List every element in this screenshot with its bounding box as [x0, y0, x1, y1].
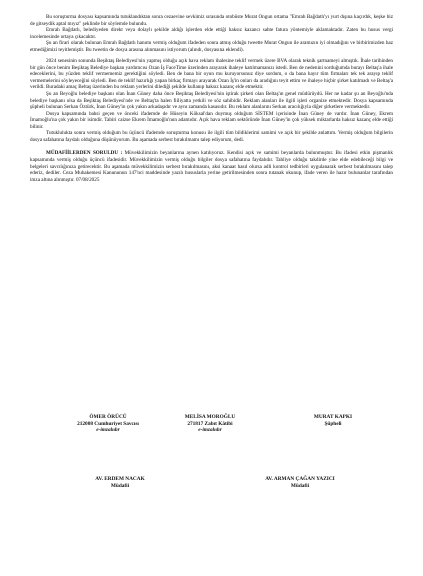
- signature-name: MURAT KAPKI: [313, 414, 353, 420]
- paragraph-3: Şu an firari olarak bulunan Emrah Bağdatlı hanımı vermiş olduğum ifadeden sonra atmış olduğu tweette Murat Ongun ile aramızın iyi olmadığını ve birbirimizden haz etmediğimizi teyitlemiştir. Bu tweetin de dosya arasına alınmasını istiyorum (alındı, dosyasına eklendi).: [30, 40, 393, 53]
- signature-name: AV. ARMAN ÇAĞAN YAZICI: [265, 476, 335, 482]
- defense-lead: MÜDAFİİLERDEN SORULDU :: [46, 150, 123, 157]
- signature-role: e-imzalıdır: [96, 427, 120, 434]
- defense-text: Müvekkilimizin beyanlarına aynen katılıyoruz. Kendisi açık ve samimi beyanlarda bulunmuştur. Bu ifadesi etkin pişmanlık kapsamında vermiş olduğu üçüncü ifadesidir. Müvekkilimizin vermiş olduğu bilgiler dosya safahatına faydalıdır. Tahliye olduğu takdirde yine elde edebileceği bilgi ve belgeleri savcılığınıza getirecektir. Bu aşamada müvekkilimizin serbest bırakılmasını, aksi kanaat hasıl olursa adli kontrol tedbirleri uygulanarak serbest bırakılmasını talep ederiz, dediler. Ceza Muhakemesi Kanununun 147'nci maddesinde yazılı hususlarla yerine getirilmesinden sonra tutanak okunup, ifade veren ile hazır bulunanlar tarafından imza altına alınmıştır. 07/08/2025: [30, 150, 393, 183]
- signature-title: Müdafii: [110, 482, 130, 489]
- paragraph-1: Bu soruşturma dosyası kapsamında tutuklandıktan sonra cezaevine sevkimiz sırasında otobüste Murat Ongun ortama "Emrah Bağdatlı'yı yurt dışına kaçırdık, keşke biz de gitseydik aptal mıyız" şeklinde bir söylemde bulundu.: [30, 14, 393, 27]
- signature-title: Müdafii: [290, 482, 310, 489]
- signature-name: AV. ERDEM NACAK: [95, 476, 145, 482]
- defense-statement: [30, 150, 393, 183]
- signature-name: MELİSA MOROĞLU: [184, 414, 236, 420]
- signature-name: ÖMER ÖRÜCÜ: [89, 414, 127, 420]
- statement-body: [30, 14, 393, 143]
- paragraph-6: Dosya kapsamında bahsi geçen ve önceki ifademde de Hüseyin Köksal'dan duymuş olduğum SİSTEM içerisinde İnan Güney de vardır. İnan Güney, Ekrem İmamoğlu'na çok yakın bir isimdir. Tabiri caizse Ekrem İmamoğlu'nun adamıdır. Açık hava reklam sektöründe İnan Güney'in çok yüksek miktarlarda haksız kazanç elde ettiği bilinir.: [30, 110, 393, 130]
- paragraph-7: Tutuklulukta sonra vermiş olduğum bu üçüncü ifademde soruşturma konusu ile ilgili tüm bildiklerimi samimi ve açık bir şekilde anlattım. Vermiş olduğum bilgilerin dosya safahatına faydalı olduğuna düşünüyorum. Bu aşamada serbest bırakılmamı talep ediyorum, dedi.: [30, 130, 393, 143]
- signature-title: 271817 Zabıt Kâtibi: [187, 420, 233, 427]
- signature-title: 212008 Cumhuriyet Savcısı: [77, 420, 139, 427]
- paragraph-5: Şu an Beyoğlu belediye başkanı olan İnan Güney daha önce Beşiktaş Belediyesi'nin iştirak şirketi olan Beltaş'ın genel müdürüydü. Her ne kadar şu an Beyoğlu'nda belediye başkanı olsa da Beşiktaş Belediyesi'nde ve Beltaş'ta halen fiiliyatta yetkili ve söz sahibidir. Reklam alanları ile ilgili işleri organize etmektedir. Dosya kapsamında şüpheli bulunan Serkan Öztürk, İnan Güney'in çok yakın arkadaşıdır ve aynı zamanda kasasıdır. Bu reklam alanlarını Serkan aracılığıyla diğer şirketlere vermektedir.: [30, 91, 393, 111]
- signature-role: e-imzalıdır: [198, 427, 222, 434]
- paragraph-4: 2024 senesinin sonunda Beşiktaş Belediyesi'nin yapmış olduğu açık hava reklam ihalesine teklif vermek üzere BVA olarak teknik şartnameyi almıştık. İhale tarihinden bir gün önce benim Beşiktaş Belediye başkan yardımcısı Ozan İş FaceTime üzerinden arayarak ihaleye katılmamanızı istedi. Ben de nedenini sorduğumda burayı Beltaş'a ihale edeceklerini, bu yüzden teklif vermememiz gerektiğini söyledi. Ben de bana bir oyun mu kuruyorsunuz diye sordum, o da bana hayır tüm firmaları tek tek arayıp teklif vermemelerini söyleyeceğini söyledi. Ben de teklif hazırlığı yapan birkaç firmayı arayarak Ozan İş'in onları da aradığını teyit ettim ve ihaleye hiçbir şirket katılmadı ve Beltaş'a verildi. Buradaki amaç Beltaş üzerinden bu reklam yerlerini dilediği şekilde kullanıp haksız kazanç elde etmektir.: [30, 58, 393, 91]
- signature-title: Şüpheli: [324, 420, 342, 427]
- paragraph-2: Emrah Bağdatlı, belediyeden direkt veya dolaylı şekilde aldığı işlerden elde ettiği haksız kazancı sahte fatura yöntemiyle aklamaktadır. Zaten bu husus vergi incelemesinde ortaya çıkacaktır.: [30, 27, 393, 40]
